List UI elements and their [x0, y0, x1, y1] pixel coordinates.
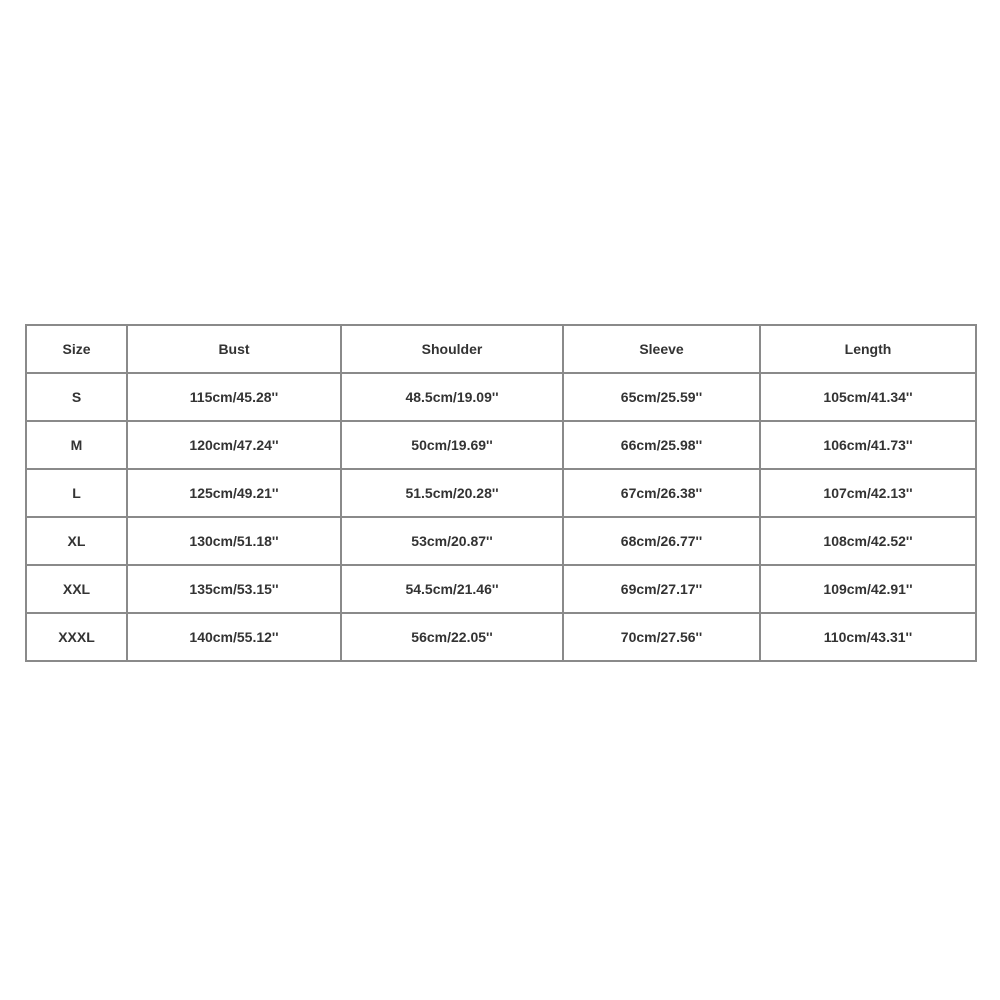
length-cell: 110cm/43.31'' [760, 613, 976, 661]
shoulder-cell: 53cm/20.87'' [341, 517, 563, 565]
header-row [26, 325, 976, 373]
table-header [26, 325, 976, 373]
size-cell: XL [26, 517, 127, 565]
length-cell: 105cm/41.34'' [760, 373, 976, 421]
table-row [26, 373, 976, 421]
length-cell: 107cm/42.13'' [760, 469, 976, 517]
table-body [26, 373, 976, 661]
size-cell: L [26, 469, 127, 517]
bust-cell: 130cm/51.18'' [127, 517, 341, 565]
length-cell: 106cm/41.73'' [760, 421, 976, 469]
size-cell: M [26, 421, 127, 469]
size-cell: XXL [26, 565, 127, 613]
bust-cell: 120cm/47.24'' [127, 421, 341, 469]
bust-cell: 135cm/53.15'' [127, 565, 341, 613]
size-chart-table [25, 324, 977, 662]
shoulder-cell: 48.5cm/19.09'' [341, 373, 563, 421]
sleeve-cell: 66cm/25.98'' [563, 421, 760, 469]
header-size: Size [26, 325, 127, 373]
sleeve-cell: 70cm/27.56'' [563, 613, 760, 661]
sleeve-cell: 67cm/26.38'' [563, 469, 760, 517]
shoulder-cell: 56cm/22.05'' [341, 613, 563, 661]
table-row [26, 517, 976, 565]
sleeve-cell: 65cm/25.59'' [563, 373, 760, 421]
header-shoulder: Shoulder [341, 325, 563, 373]
bust-cell: 140cm/55.12'' [127, 613, 341, 661]
size-cell: XXXL [26, 613, 127, 661]
header-sleeve: Sleeve [563, 325, 760, 373]
shoulder-cell: 54.5cm/21.46'' [341, 565, 563, 613]
header-bust: Bust [127, 325, 341, 373]
size-cell: S [26, 373, 127, 421]
bust-cell: 125cm/49.21'' [127, 469, 341, 517]
bust-cell: 115cm/45.28'' [127, 373, 341, 421]
table-row [26, 613, 976, 661]
header-length: Length [760, 325, 976, 373]
length-cell: 108cm/42.52'' [760, 517, 976, 565]
length-cell: 109cm/42.91'' [760, 565, 976, 613]
table-row [26, 565, 976, 613]
shoulder-cell: 50cm/19.69'' [341, 421, 563, 469]
sleeve-cell: 69cm/27.17'' [563, 565, 760, 613]
shoulder-cell: 51.5cm/20.28'' [341, 469, 563, 517]
table-row [26, 421, 976, 469]
sleeve-cell: 68cm/26.77'' [563, 517, 760, 565]
table-row [26, 469, 976, 517]
